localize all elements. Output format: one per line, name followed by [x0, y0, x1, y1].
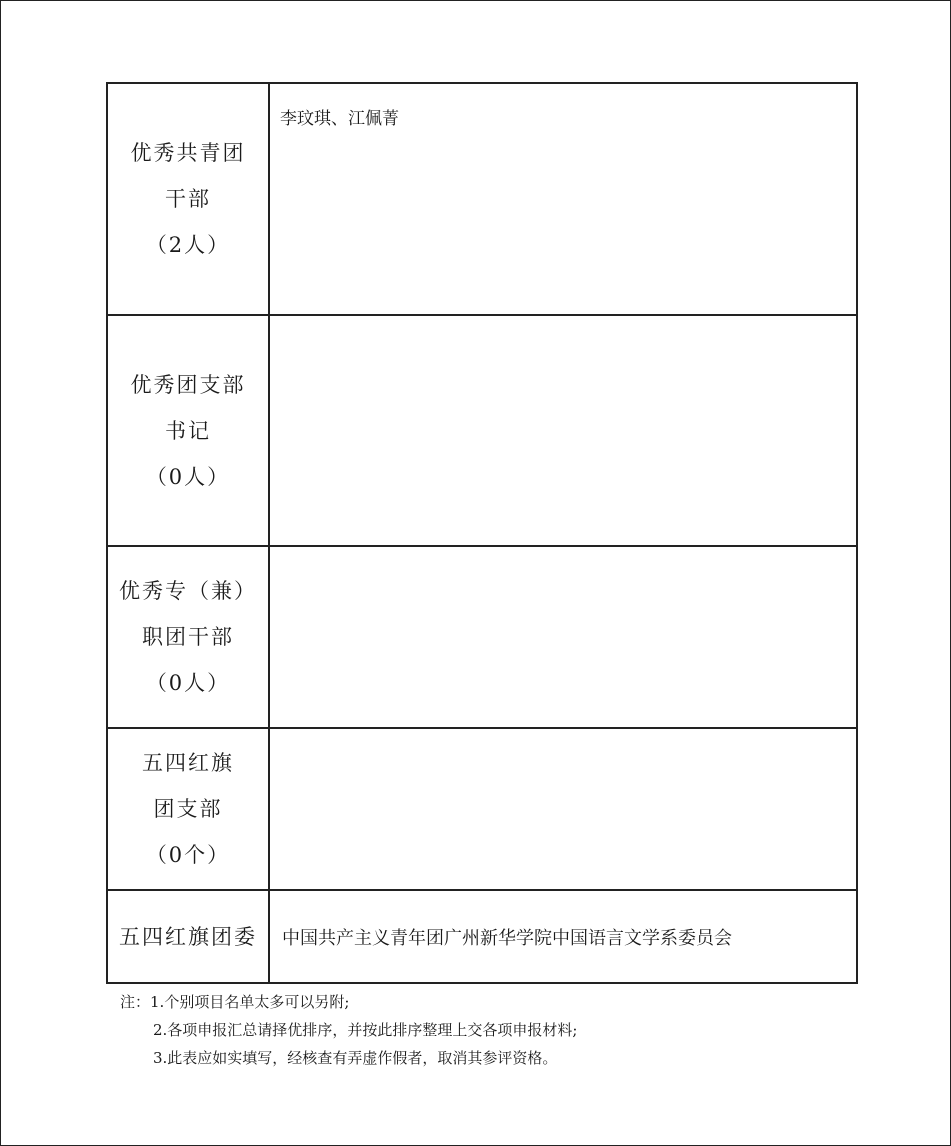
row-label-line: （2人） — [145, 233, 231, 257]
note-text: 1.个别项目名单太多可以另附; — [150, 993, 350, 1011]
note-line-3: 3.此表应如实填写，经核查有弄虚作假者，取消其参评资格。 — [153, 1049, 558, 1067]
row-value: 中国共产主义青年团广州新华学院中国语言文学系委员会 — [269, 890, 857, 983]
row-label-line: 书记 — [165, 418, 211, 443]
row-label — [107, 546, 269, 728]
row-label-line: 五四红旗 — [142, 751, 234, 775]
note-prefix: 注： — [120, 993, 151, 1011]
row-label — [107, 728, 269, 890]
nomination-table — [106, 82, 858, 984]
table-row-red-flag-committee — [107, 890, 857, 983]
notes — [120, 988, 577, 1072]
row-label-line: （0人） — [145, 671, 231, 695]
row-label-line: 优秀团支部 — [130, 372, 246, 397]
note-line-2: 2.各项申报汇总请择优排序，并按此排序整理上交各项申报材料; — [153, 1021, 578, 1039]
row-label — [107, 83, 269, 315]
note-line-1 — [120, 988, 577, 1016]
row-label-line: 团支部 — [153, 797, 223, 821]
row-label-line: 五四红旗团委 — [119, 924, 257, 949]
row-value: 李玟琪、江佩菁 — [269, 83, 857, 315]
row-value — [269, 315, 857, 546]
row-label-line: 职团干部 — [142, 625, 234, 649]
table-row-youth-league-cadre — [107, 83, 857, 315]
row-label — [107, 315, 269, 546]
row-label-line: 优秀共青团 — [130, 141, 246, 165]
row-label-line: 优秀专（兼） — [119, 579, 257, 603]
row-value — [269, 546, 857, 728]
row-label — [107, 890, 269, 983]
table-row-fulltime-cadre — [107, 546, 857, 728]
row-label-line: （0人） — [145, 464, 231, 489]
row-label-line: 干部 — [165, 187, 211, 211]
table-row-red-flag-branch — [107, 728, 857, 890]
row-label-line: （0个） — [145, 843, 231, 867]
row-value — [269, 728, 857, 890]
table-row-branch-secretary — [107, 315, 857, 546]
